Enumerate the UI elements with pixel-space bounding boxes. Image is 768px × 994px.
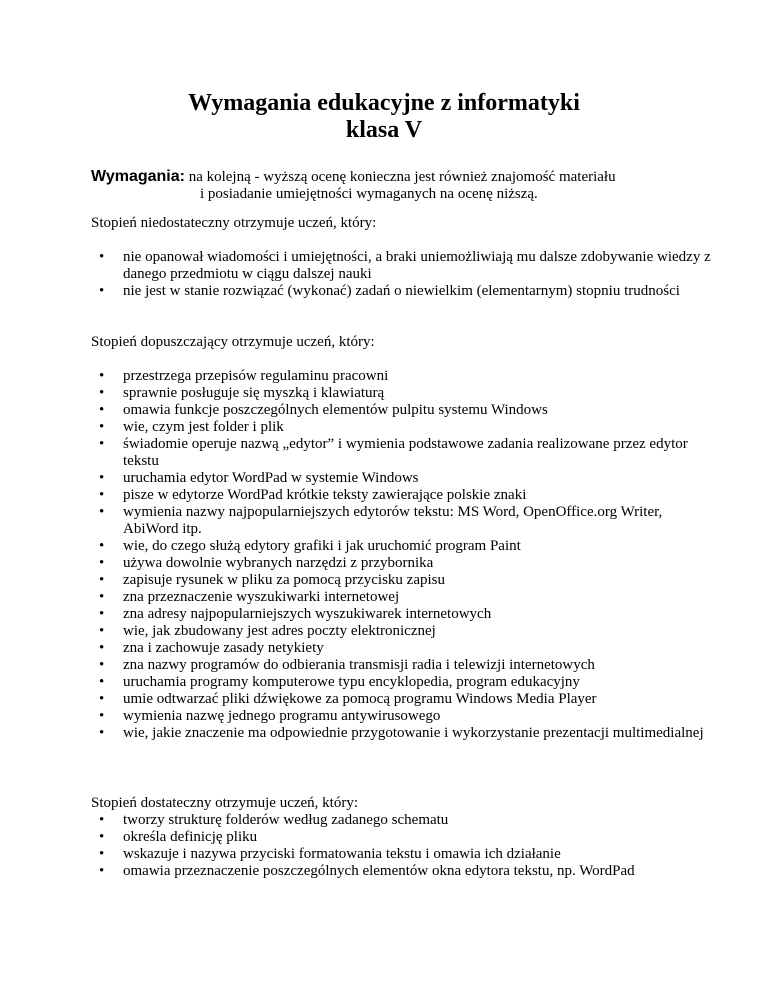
section-heading: Stopień dopuszczający otrzymuje uczeń, który:: [91, 334, 375, 350]
list-item: • umie odtwarzać pliki dźwiękowe za pomocą programu Windows Media Player: [91, 691, 711, 708]
list-item: • wie, jak zbudowany jest adres poczty elektronicznej: [91, 623, 711, 640]
list-item: • zna przeznaczenie wyszukiwarki internetowej: [91, 589, 711, 606]
list-item: • przestrzega przepisów regulaminu pracowni: [91, 368, 711, 385]
requirements-list: [91, 368, 711, 742]
list-item: • pisze w edytorze WordPad krótkie teksty zawierające polskie znaki: [91, 487, 711, 504]
requirements-list: [91, 249, 711, 300]
list-item: • zna adresy najpopularniejszych wyszukiwarek internetowych: [91, 606, 711, 623]
requirements-list: [91, 812, 711, 880]
section-dostateczny: [91, 795, 711, 880]
list-item: • wymienia nazwę jednego programu antywirusowego: [91, 708, 711, 725]
section-niedostateczny: [91, 215, 711, 300]
requirements-text-2: i posiadanie umiejętności wymaganych na ocenę niższą.: [200, 186, 538, 202]
section-heading: Stopień niedostateczny otrzymuje uczeń, który:: [91, 215, 377, 231]
requirements-paragraph: [91, 168, 751, 203]
list-item: • wie, czym jest folder i plik: [91, 419, 711, 436]
list-item: • nie jest w stanie rozwiązać (wykonać) zadań o niewielkim (elementarnym) stopniu trudności: [91, 283, 711, 300]
list-item: • wie, jakie znaczenie ma odpowiednie przygotowanie i wykorzystanie prezentacji multimedialnej: [91, 725, 711, 742]
list-item: • świadomie operuje nazwą „edytor” i wymienia podstawowe zadania realizowane przez edytor tekstu: [91, 436, 711, 470]
list-item: • określa definicję pliku: [91, 829, 711, 846]
requirements-label: Wymagania:: [91, 168, 185, 185]
list-item: • zapisuje rysunek w pliku za pomocą przycisku zapisu: [91, 572, 711, 589]
list-item: • zna i zachowuje zasady netykiety: [91, 640, 711, 657]
section-heading: Stopień dostateczny otrzymuje uczeń, który:: [91, 795, 359, 811]
list-item: • tworzy strukturę folderów według zadanego schematu: [91, 812, 711, 829]
list-item: • uruchamia edytor WordPad w systemie Windows: [91, 470, 711, 487]
list-item: • sprawnie posługuje się myszką i klawiaturą: [91, 385, 711, 402]
list-item: • omawia funkcje poszczególnych elementów pulpitu systemu Windows: [91, 402, 711, 419]
requirements-text-1: na kolejną - wyższą ocenę konieczna jest również znajomość materiału: [184, 169, 616, 185]
list-item: • wymienia nazwy najpopularniejszych edytorów tekstu: MS Word, OpenOffice.org Writer, AbiWord itp.: [91, 504, 711, 538]
list-item: • zna nazwy programów do odbierania transmisji radia i telewizji internetowych: [91, 657, 711, 674]
list-item: • wie, do czego służą edytory grafiki i jak uruchomić program Paint: [91, 538, 711, 555]
list-item: • wskazuje i nazywa przyciski formatowania tekstu i omawia ich działanie: [91, 846, 711, 863]
list-item: • uruchamia programy komputerowe typu encyklopedia, program edukacyjny: [91, 674, 711, 691]
document-title: [0, 90, 768, 144]
title-line-1: Wymagania edukacyjne z informatyki: [188, 90, 580, 116]
list-item: • nie opanował wiadomości i umiejętności, a braki uniemożliwiają mu dalsze zdobywanie wiedzy z danego przedmiotu w ciągu dalszej nauki: [91, 249, 711, 283]
list-item: • używa dowolnie wybranych narzędzi z przybornika: [91, 555, 711, 572]
section-dopuszczajacy: [91, 334, 711, 742]
list-item: • omawia przeznaczenie poszczególnych elementów okna edytora tekstu, np. WordPad: [91, 863, 763, 880]
title-line-2: klasa V: [345, 117, 423, 143]
